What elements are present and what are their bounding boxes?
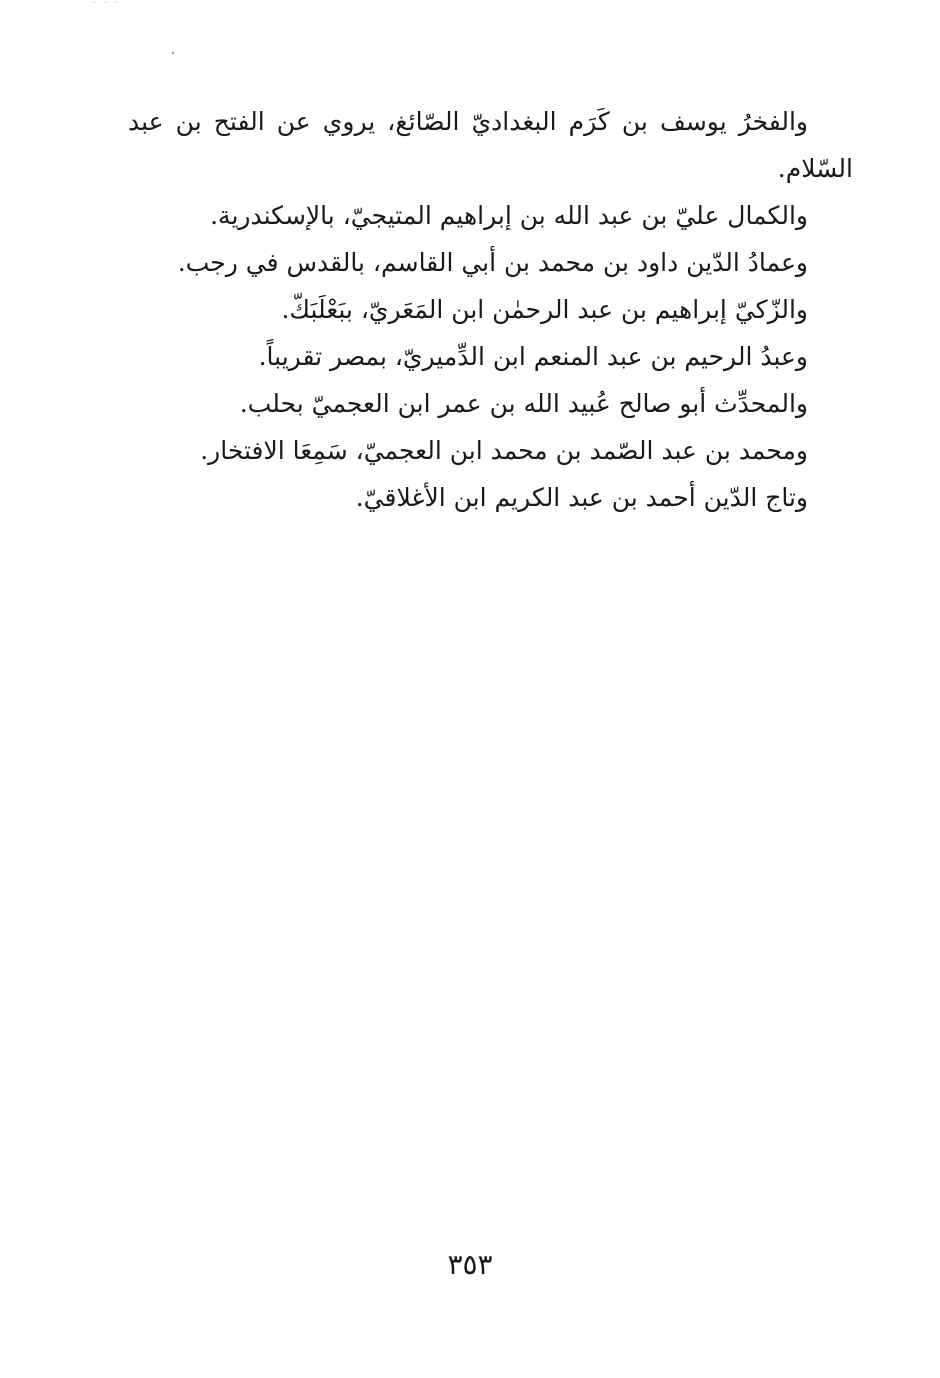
scan-speck [172,52,174,54]
text-line: ومحمد بن عبد الصّمد بن محمد ابن العجميّ، سَمِعَا الافتخار. [200,436,808,465]
text-line: والزّكيّ إبراهيم بن عبد الرحمٰن ابن المَعَريّ، ببَعْلَبَكّ. [281,295,808,324]
text-line-continuation: السّلام. [777,154,853,183]
scan-artifact-mark: ‾ ‾ ՝ [92,2,120,12]
text-line: وعبدُ الرحيم بن عبد المنعم ابن الدِّميريّ، بمصر تقريباً. [258,342,808,371]
text-line: وعمادُ الدّين داود بن محمد بن أبي القاسم، بالقدس في رجب. [177,248,808,277]
text-line: والكمال عليّ بن عبد الله بن إبراهيم المتيجيّ، بالإسكندرية. [210,201,808,230]
text-line: والفخرُ يوسف بن كَرَم البغداديّ الصّائغ، يروي عن الفتح بن عبد [128,107,808,136]
main-text [128,98,853,521]
text-line: وتاج الدّين أحمد بن عبد الكريم ابن الأغلاقيّ. [355,483,808,512]
page-number: ٣٥٣ [447,1248,493,1281]
text-line: والمحدِّث أبو صالح عُبيد الله بن عمر ابن العجميّ بحلب. [239,389,808,418]
